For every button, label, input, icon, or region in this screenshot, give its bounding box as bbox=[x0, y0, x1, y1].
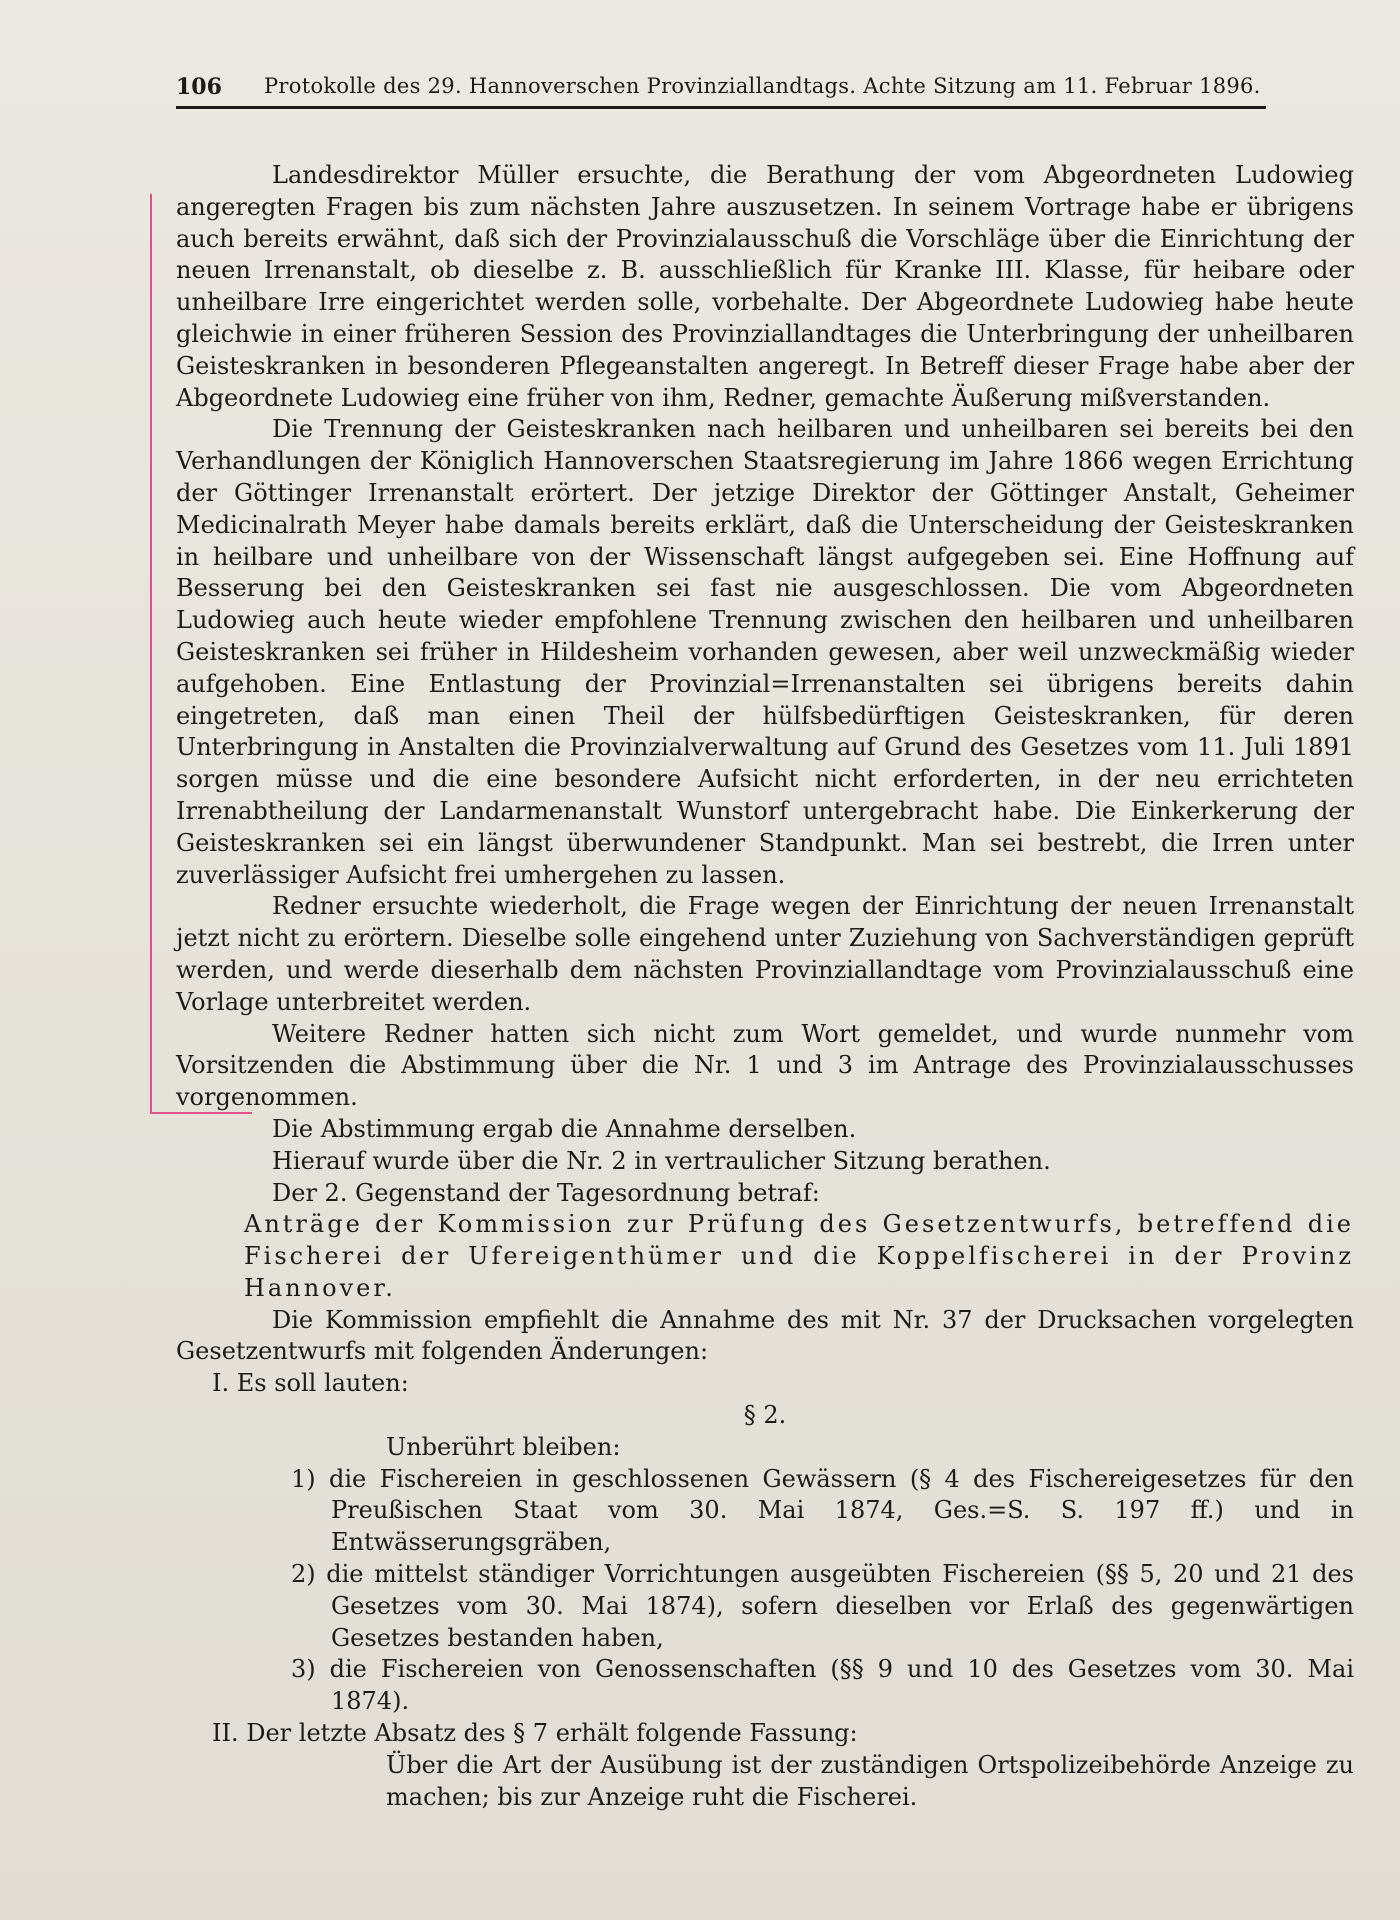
agenda-item-title: Anträge der Kommission zur Prüfung des Gesetzentwurfs, betreffend die Fischerei der Ufereigenthümer und die Koppelfischerei in der Provinz Hannover. bbox=[244, 1210, 1354, 1302]
list-item: 1) die Fischereien in geschlossenen Gewässern (§ 4 des Fischereigesetzes für den Preußischen Staat vom 30. Mai 1874, Ges.=S. S. 197 ff.) und in Entwässerungsgräben, bbox=[291, 1464, 1354, 1557]
paragraph: Redner ersuchte wiederholt, die Frage wegen der Einrichtung der neuen Irrenanstalt jetzt nicht zu erörtern. Dieselbe solle eingehend unter Zuziehung von Sachverständigen geprüft werden, und werde dieserhalb dem nächsten Provinziallandtage vom Provinzialausschuß eine Vorlage unterbreitet werden. bbox=[176, 892, 1354, 1016]
page-body bbox=[176, 160, 1354, 1813]
list-item: 2) die mittelst ständiger Vorrichtungen ausgeübten Fischereien (§§ 5, 20 und 21 des Gesetzes vom 30. Mai 1874), sofern dieselben vor Erlaß des gegenwärtigen Gesetzes bestanden haben, bbox=[291, 1560, 1354, 1652]
paragraph: Hierauf wurde über die Nr. 2 in vertraulicher Sitzung berathen. bbox=[272, 1146, 1051, 1175]
paragraph: Die Abstimmung ergab die Annahme derselben. bbox=[272, 1114, 857, 1143]
paragraph: Die Trennung der Geisteskranken nach heilbaren und unheilbaren sei bereits bei den Verhandlungen der Königlich Hannoverschen Staatsregierung im Jahre 1866 wegen Errichtung der Göttinger Irrenanstalt erörtert. Der jetzige Direktor der Göttinger Anstalt, Geheimer Medicinalrath Meyer habe damals bereits erklärt, daß die Unterscheidung der Geisteskranken in heilbare und unheilbare von der Wissenschaft längst aufgegeben sei. Eine Hoffnung auf Besserung bei den Geisteskranken sei fast nie ausgeschlossen. Die vom Abgeordneten Ludowieg auch heute wieder empfohlene Trennung zwischen den heilbaren und unheilbaren Geisteskranken sei früher in Hildesheim vorhanden gewesen, aber weil unzweckmäßig wieder aufgehoben. Eine Entlastung der Provinzial=Irrenanstalten sei übrigens bereits dahin eingetreten, daß man einen Theil der hülfsbedürftigen Geisteskranken, für deren Unterbringung in Anstalten die Provinzialverwaltung auf Grund des Gesetzes vom 11. Juli 1891 sorgen müsse und die eine besondere Aufsicht nicht erforderten, in der neu errichteten Irrenabtheilung der Landarmenanstalt Wunstorf untergebracht habe. Die Einkerkerung der Geisteskranken sei ein längst überwundener Standpunkt. Man sei bestrebt, die Irren unter zuverlässiger Aufsicht frei umhergehen zu lassen. bbox=[176, 415, 1354, 889]
paragraph: Landesdirektor Müller ersuchte, die Berathung der vom Abgeordneten Ludowieg angeregten Fragen bis zum nächsten Jahre auszusetzen. In seinem Vortrage habe er übrigens auch bereits erwähnt, daß sich der Provinzialausschuß die Vorschläge über die Einrichtung der neuen Irrenanstalt, ob dieselbe z. B. ausschließlich für Kranke III. Klasse, für heibare oder unheilbare Irre eingerichtet werden solle, vorbehalte. Der Abgeordnete Ludowieg habe heute gleichwie in einer früheren Session des Provinziallandtages die Unterbringung der unheilbaren Geisteskranken in besonderen Pflegeanstalten angeregt. In Betreff dieser Frage habe aber der Abgeordnete Ludowieg eine früher von ihm, Redner, gemachte Äußerung mißverstanden. bbox=[176, 161, 1354, 412]
page-number: 106 bbox=[176, 74, 222, 100]
amendment-label: II. Der letzte Absatz des § 7 erhält folgende Fassung: bbox=[212, 1719, 858, 1748]
list-intro: Unberührt bleiben: bbox=[386, 1432, 621, 1461]
paragraph: Die Kommission empfiehlt die Annahme des mit Nr. 37 der Drucksachen vorgelegten Gesetzentwurfs mit folgenden Änderungen: bbox=[176, 1305, 1354, 1366]
header-rule bbox=[176, 106, 1266, 109]
amendment-text: Über die Art der Ausübung ist der zuständigen Ortspolizeibehörde Anzeige zu machen; bis zur Anzeige ruht die Fischerei. bbox=[386, 1750, 1354, 1811]
paragraph: Der 2. Gegenstand der Tagesordnung betraf: bbox=[272, 1178, 820, 1207]
amendment-label: I. Es soll lauten: bbox=[212, 1369, 409, 1398]
list-item: 3) die Fischereien von Genossenschaften (§§ 9 und 10 des Gesetzes vom 30. Mai 1874). bbox=[291, 1655, 1354, 1716]
page-header bbox=[176, 62, 1264, 108]
paragraph: Weitere Redner hatten sich nicht zum Wort gemeldet, und wurde nunmehr vom Vorsitzenden die Abstimmung über die Nr. 1 und 3 im Antrage des Provinzialausschusses vorgenommen. bbox=[176, 1019, 1354, 1112]
running-title: Protokolle des 29. Hannoverschen Provinziallandtags. Achte Sitzung am 11. Februar 1896. bbox=[264, 74, 1261, 98]
section-heading: § 2. bbox=[743, 1401, 787, 1430]
